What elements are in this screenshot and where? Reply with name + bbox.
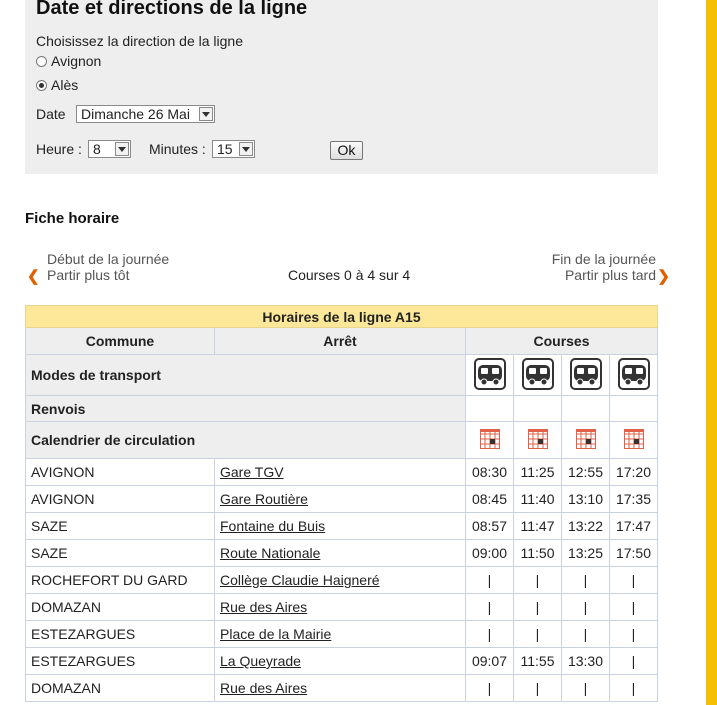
nav-start-day-link[interactable]: Début de la journée: [47, 251, 170, 267]
table-row: [26, 594, 658, 621]
chevron-down-icon[interactable]: [239, 142, 253, 156]
bus-icon: [618, 358, 650, 393]
time-cell: 17:20: [610, 459, 658, 486]
time-cell: 08:30: [466, 459, 514, 486]
renvois-label: Renvois: [26, 396, 466, 422]
commune-cell: AVIGNON: [26, 486, 215, 513]
stop-link[interactable]: Rue des Aires: [220, 599, 308, 615]
table-row: [26, 513, 658, 540]
chevron-right-icon[interactable]: ❯: [657, 268, 670, 285]
time-cell: 17:35: [610, 486, 658, 513]
stop-link[interactable]: Gare Routière: [220, 491, 308, 507]
direction-option-label: Alès: [51, 77, 79, 93]
stop-link[interactable]: La Queyrade: [220, 653, 301, 669]
hour-label: Heure :: [36, 141, 82, 157]
accent-side-bar: [706, 0, 717, 705]
form-title: Date et directions de la ligne: [36, 0, 308, 19]
nav-later[interactable]: [551, 251, 670, 285]
time-cell: |: [466, 567, 514, 594]
mode-cell: [514, 355, 562, 396]
direction-label: Choisissez la direction de la ligne: [36, 33, 243, 49]
calendar-cell: [466, 422, 514, 459]
time-cell: 17:47: [610, 513, 658, 540]
time-cell: |: [514, 594, 562, 621]
modes-row: [26, 355, 658, 396]
calendar-cell: [610, 422, 658, 459]
calendar-icon[interactable]: [576, 429, 596, 452]
stop-link[interactable]: Place de la Mairie: [220, 626, 332, 642]
time-cell: 11:25: [514, 459, 562, 486]
time-cell: |: [514, 567, 562, 594]
calendar-icon[interactable]: [480, 429, 500, 452]
stop-link[interactable]: Gare TGV: [220, 464, 284, 480]
calendar-cell: [562, 422, 610, 459]
table-row: [26, 540, 658, 567]
header-courses: Courses: [466, 328, 658, 355]
calendar-icon[interactable]: [528, 429, 548, 452]
direction-form-panel: [25, 0, 658, 174]
date-select[interactable]: [76, 105, 215, 123]
time-cell: |: [610, 648, 658, 675]
calendar-row: [26, 422, 658, 459]
time-cell: 11:40: [514, 486, 562, 513]
schedule-table: [25, 305, 658, 702]
table-row: [26, 567, 658, 594]
time-cell: 13:25: [562, 540, 610, 567]
time-cell: 11:50: [514, 540, 562, 567]
table-caption: Horaires de la ligne A15: [26, 306, 658, 328]
time-cell: |: [466, 675, 514, 702]
table-row: [26, 486, 658, 513]
date-label: Date: [36, 106, 66, 122]
renvoi-cell: [514, 396, 562, 422]
hour-select-value: 8: [93, 141, 101, 157]
renvoi-cell: [562, 396, 610, 422]
bus-icon: [474, 358, 506, 393]
commune-cell: ESTEZARGUES: [26, 621, 215, 648]
header-commune: Commune: [26, 328, 215, 355]
calendar-icon[interactable]: [624, 429, 644, 452]
stop-link[interactable]: Collège Claudie Haigneré: [220, 572, 380, 588]
radio-ales[interactable]: [36, 80, 47, 91]
commune-cell: AVIGNON: [26, 459, 215, 486]
time-cell: 13:10: [562, 486, 610, 513]
direction-option-avignon[interactable]: [36, 53, 101, 69]
time-cell: |: [466, 594, 514, 621]
stop-cell: [215, 486, 466, 513]
commune-cell: DOMAZAN: [26, 594, 215, 621]
header-arret: Arrêt: [215, 328, 466, 355]
time-cell: |: [562, 675, 610, 702]
time-cell: 13:22: [562, 513, 610, 540]
commune-cell: ROCHEFORT DU GARD: [26, 567, 215, 594]
stop-cell: [215, 675, 466, 702]
chevron-left-icon[interactable]: ❮: [27, 268, 40, 285]
time-cell: 11:55: [514, 648, 562, 675]
table-row: [26, 621, 658, 648]
stop-cell: [215, 459, 466, 486]
renvoi-cell: [610, 396, 658, 422]
renvois-row: [26, 396, 658, 422]
section-title: Fiche horaire: [25, 210, 120, 227]
table-row: [26, 459, 658, 486]
nav-earlier[interactable]: [27, 251, 169, 283]
calendar-cell: [514, 422, 562, 459]
time-cell: |: [562, 567, 610, 594]
time-cell: |: [562, 621, 610, 648]
courses-count: Courses 0 à 4 sur 4: [288, 267, 411, 283]
direction-option-label: Avignon: [51, 53, 102, 69]
time-cell: 08:45: [466, 486, 514, 513]
radio-avignon[interactable]: [36, 56, 47, 67]
time-cell: 13:30: [562, 648, 610, 675]
time-cell: 09:07: [466, 648, 514, 675]
stop-link[interactable]: Rue des Aires: [220, 680, 308, 696]
commune-cell: DOMAZAN: [26, 675, 215, 702]
minutes-select-value: 15: [217, 141, 233, 157]
direction-option-ales[interactable]: [36, 77, 78, 93]
commune-cell: SAZE: [26, 513, 215, 540]
time-cell: 08:57: [466, 513, 514, 540]
minutes-label: Minutes :: [149, 141, 206, 157]
table-row: [26, 648, 658, 675]
time-cell: |: [610, 594, 658, 621]
nav-later-link[interactable]: Partir plus tard: [564, 267, 656, 283]
ok-button[interactable]: Ok: [330, 141, 363, 160]
commune-cell: SAZE: [26, 540, 215, 567]
chevron-down-icon[interactable]: [115, 142, 129, 156]
minutes-select[interactable]: [212, 140, 255, 158]
time-cell: 12:55: [562, 459, 610, 486]
time-cell: |: [514, 675, 562, 702]
stop-cell: [215, 567, 466, 594]
table-row: [26, 675, 658, 702]
stop-cell: [215, 540, 466, 567]
nav-earlier-link[interactable]: Partir plus tôt: [47, 267, 130, 283]
stop-link[interactable]: Route Nationale: [220, 545, 321, 561]
mode-cell: [466, 355, 514, 396]
modes-label: Modes de transport: [26, 355, 466, 396]
time-cell: 09:00: [466, 540, 514, 567]
time-cell: |: [562, 594, 610, 621]
time-cell: |: [466, 621, 514, 648]
time-cell: |: [610, 675, 658, 702]
calendar-label: Calendrier de circulation: [26, 422, 466, 459]
time-cell: |: [610, 621, 658, 648]
mode-cell: [610, 355, 658, 396]
date-select-value: Dimanche 26 Mai: [81, 106, 190, 122]
time-cell: 17:50: [610, 540, 658, 567]
time-cell: |: [610, 567, 658, 594]
hour-select[interactable]: [88, 140, 131, 158]
renvoi-cell: [466, 396, 514, 422]
time-cell: |: [514, 621, 562, 648]
stop-cell: [215, 513, 466, 540]
mode-cell: [562, 355, 610, 396]
stop-link[interactable]: Fontaine du Buis: [220, 518, 326, 534]
stop-cell: [215, 621, 466, 648]
bus-icon: [570, 358, 602, 393]
time-cell: 11:47: [514, 513, 562, 540]
chevron-down-icon[interactable]: [199, 107, 213, 121]
stop-cell: [215, 648, 466, 675]
commune-cell: ESTEZARGUES: [26, 648, 215, 675]
nav-end-day-link[interactable]: Fin de la journée: [551, 251, 656, 267]
bus-icon: [522, 358, 554, 393]
stop-cell: [215, 594, 466, 621]
